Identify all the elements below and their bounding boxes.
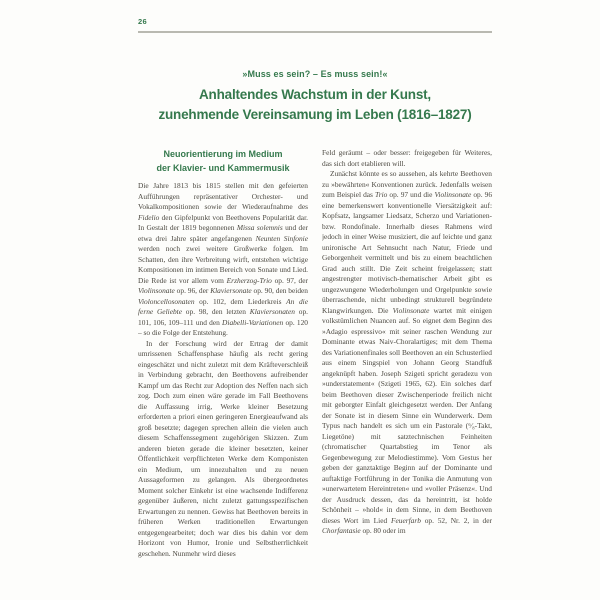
section-heading bbox=[138, 148, 308, 175]
header-rule bbox=[138, 31, 492, 33]
left-column-text bbox=[138, 181, 308, 559]
paragraph: In der Forschung wird der Ertrag der damit umrissenen Schaffensphase häufig als recht gering eingeschätzt und nicht zuletzt mit dem Kräfteverschleiß in Verbindung gebracht, den Beethovens aufreibender Kampf um das Recht zur Adoption des Neffen nach sich zog. Doch zum einen wäre gerade im Fall Beethovens die Auffassung irrig, Werke kleiner Besetzung erforderten a priori einen geringeren Energieaufwand als groß besetzte; dagegen sprechen allein die vielen auch diesem Schaffenssegment zugehörigen Skizzen. Zum anderen bieten gerade die kleiner besetzten, keiner Öffentlichkeit verpflichteten Werke dem Komponisten ein Medium, um innezuhalten und zu neuen Aussageformen zu gelangen. Als übergeordnetes Moment solcher Einkehr ist eine wachsende Indifferenz gegenüber äußeren, nicht zuletzt gattungsspezifischen Erwartungen zu nennen. Gewiss hat Beethoven bereits in früheren Werken traditionellen Erwartungen entgegengearbeitet; doch war dies bis dahin vor dem Horizont von Humor, Ironie und Selbstherrlichkeit geschehen. Nunmehr wird dieses bbox=[138, 338, 308, 558]
section-heading-line1: Neuorientierung im Medium bbox=[163, 149, 283, 159]
left-column bbox=[138, 148, 308, 560]
chapter-epigraph: »Muss es sein? – Es muss sein!« bbox=[242, 69, 388, 79]
right-column bbox=[322, 148, 492, 560]
chapter-header bbox=[138, 69, 492, 124]
page-header bbox=[138, 0, 492, 33]
right-column-text bbox=[322, 148, 492, 537]
two-column-layout bbox=[138, 148, 492, 560]
section-heading-line2: der Klavier- und Kammermusik bbox=[156, 162, 290, 173]
page-number: 26 bbox=[138, 17, 147, 26]
text-block bbox=[138, 0, 492, 560]
paragraph: Feld geräumt – oder besser: freigegeben für Weiteres, das sich dort etablieren will. bbox=[322, 148, 492, 168]
paragraph: Zunächst könnte es so aussehen, als kehrte Beethoven zu »bewährten« Konventionen zurück. Jedenfalls weisen zum Beispiel das Trio op. 97 und die Violinsonate op. 96 eine bemerkenswert konventionelle Viersätzigkeit auf: Kopfsatz, langsamer Liedsatz, Scherzo und Variationen- bzw. Rondofinale. Innerhalb dieses Rahmens wird jedoch in einer Weise musiziert, die auf leichte und ganz unironische Art Sehnsucht nach Natur, Friede und Geborgenheit vermittelt und bis zu einem beachtlichen Grad auch stillt. Die Zeit scheint freigelassen; statt angestrengter motivisch-thematischer Arbeit gibt es ungezwungene Wiederholungen und Orgelpunkte sowie überraschende, nicht unbedingt strukturell begründete Klangwirkungen. Die Violinsonate wartet mit einigen volkstümlichen Nuancen auf. So eignet dem Beginn des »Adagio espressivo« mit seiner raschen Wendung zur Dominante etwas Naiv-Choralartiges; mit dem Thema des Variationenfinales soll Beethoven an ein Schusterlied aus einem Singspiel von Johann Georg Standfuß angeknüpft haben. Joseph Szigeti spricht geradezu von »understatement« (Szigeti 1965, 62). Ein solches darf beim Beethoven dieser Zwischenperiode freilich nicht mit geborgter Einfalt gleichgesetzt werden. Der Anfang der Sonate ist in diesem Sinne ein Wunderwerk. Dem Typus nach handelt es sich um ein Pastorale (⁶⁄₈-Takt, Liegetöne) mit satztechnischen Feinheiten (chromatischer Quartabstieg im Tenor als Gegenbewegung zur Melodiestimme). Vom Gestus her geben der ganztaktige Beginn auf der Dominante und auftaktige Fortführung in der Tonika die Anmutung von »unerwartetem Hereintreten« und »voller Präsenz«. Und der Ausdruck dessen, das da hereintritt, ist holde Schönheit – »hold« in dem Sinne, in dem Beethoven dieses Wort im Lied Feuerfarb op. 52, Nr. 2, in der Chorfantasie op. 80 oder im bbox=[322, 169, 492, 535]
chapter-title-line2: zunehmende Vereinsamung im Leben (1816–1827) bbox=[158, 106, 472, 122]
paragraph: Die Jahre 1813 bis 1815 stellen mit den gefeierten Aufführungen repräsentativer Orchester- und Vokalkompositionen sowie der Wiederaufnahme des Fidelio den Gipfelpunkt von Beethovens Popularität dar. In Gestalt der 1819 begonnenen Missa solemnis und der etwa drei Jahre später angefangenen Neunten Sinfonie werden noch zwei weitere Großwerke folgen. Im Schatten, den ihre Verbreitung wirft, entstehen wichtige Kompositionen im intimen Bereich von Sonate und Lied. Die Rede ist vor allem vom Erzherzog-Trio op. 97, der Violinsonate op. 96, der Klaviersonate op. 90, den beiden Violoncellosonaten op. 102, dem Liederkreis An die ferne Geliebte op. 98, den letzten Klaviersonaten op. 101, 106, 109–111 und den Diabelli-Variationen op. 120 – so die Folge der Entstehung. bbox=[138, 181, 308, 337]
chapter-title-line1: Anhaltendes Wachstum in der Kunst, bbox=[199, 87, 431, 102]
chapter-title bbox=[138, 85, 492, 124]
